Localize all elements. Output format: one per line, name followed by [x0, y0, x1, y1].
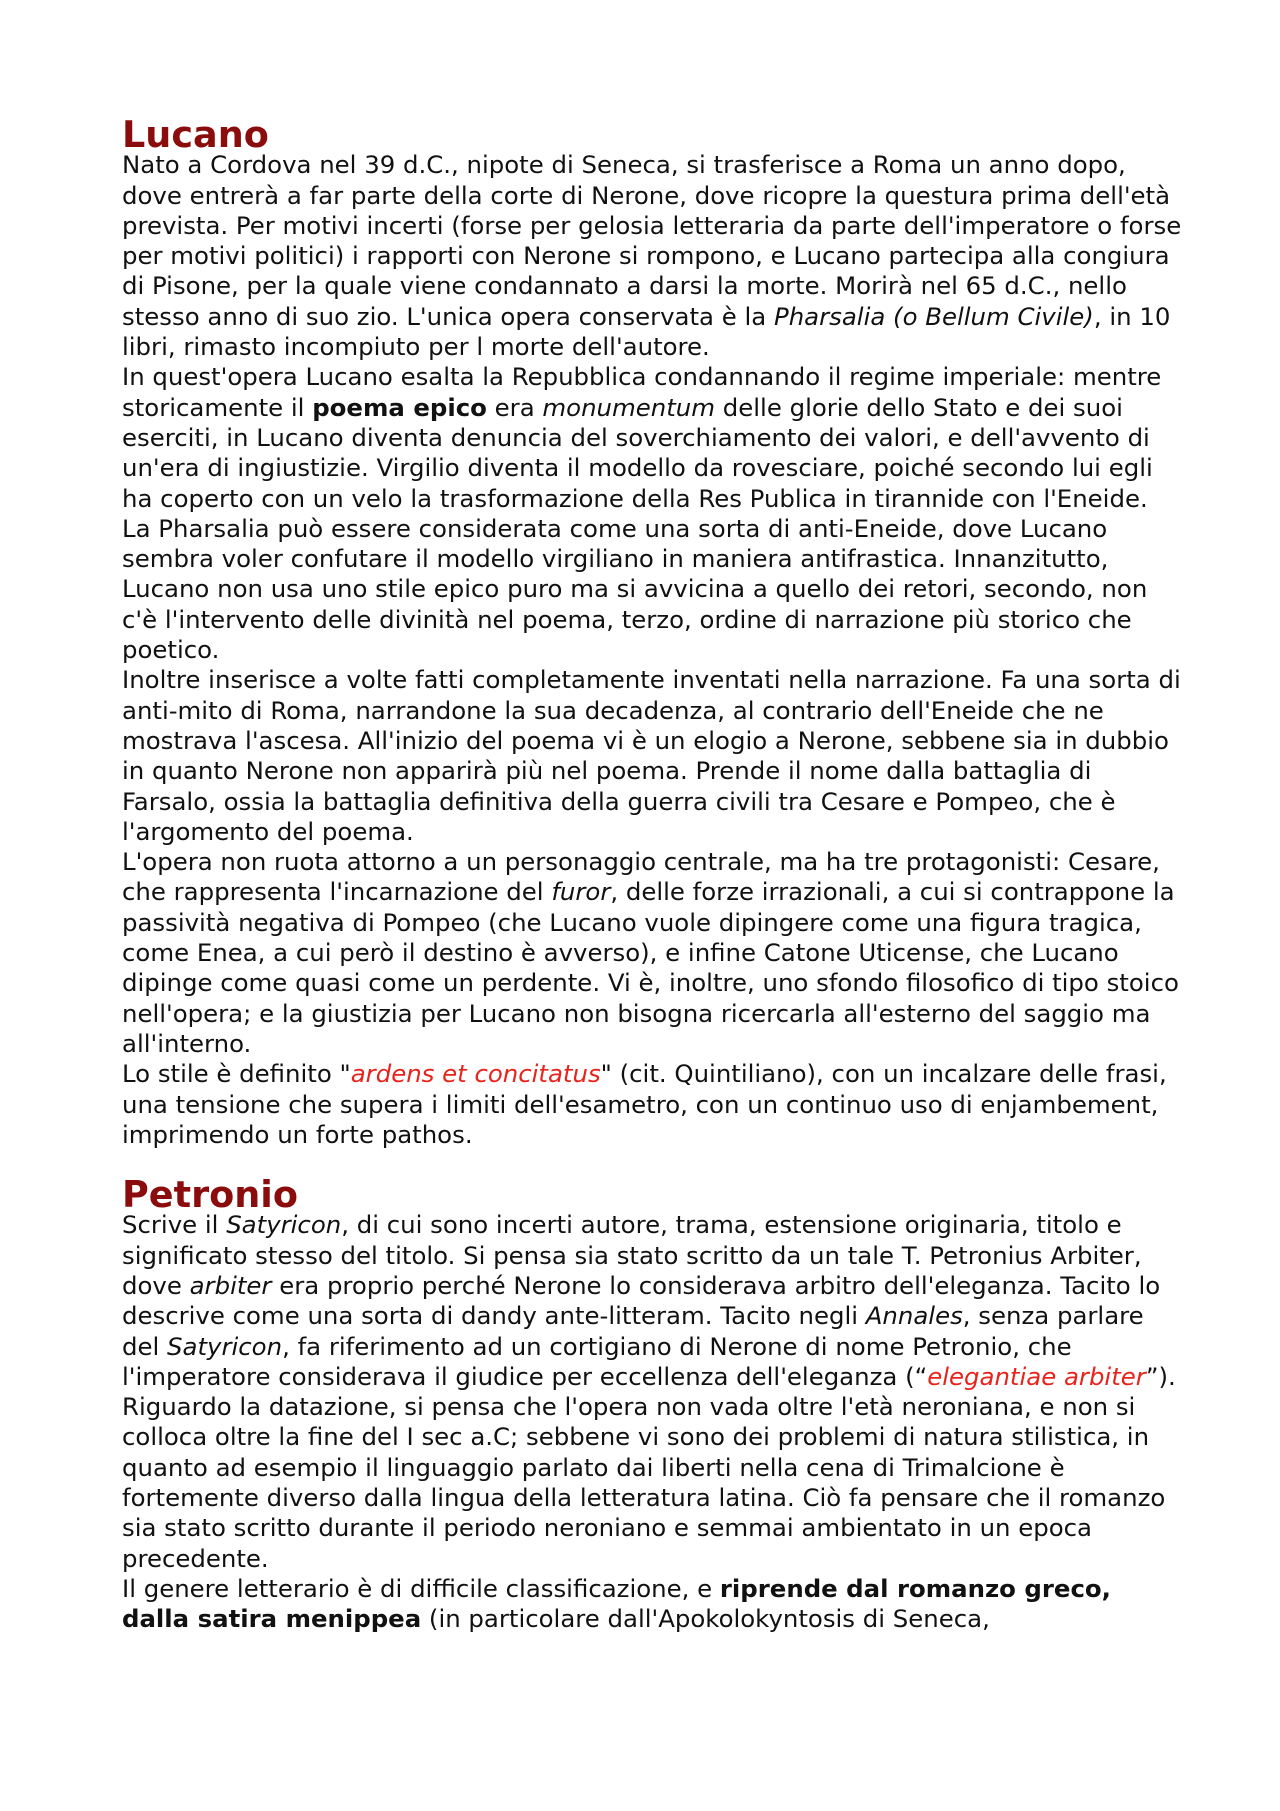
paragraph [122, 1210, 1182, 1574]
text-run: era proprio perché Nerone lo considerava arbitro dell'eleganza. Tacito lo descrive come una sorta di dandy ante-litteram. Tacito negli [122, 1270, 1161, 1331]
text-run: ”). Riguardo la datazione, si pensa che l'opera non vada oltre l'età neroniana, e non si colloca oltre la fine del I sec a.C; sebbene vi sono dei problemi di natura stilistica, in quanto ad esempio il linguaggio parlato dai liberti nella cena di Trimalcione è fortemente diverso dalla lingua della letteratura latina. Ciò fa pensare che il romanzo sia stato scritto durante il periodo neroniano e semmai ambientato in un epoca precedente. [122, 1361, 1176, 1573]
paragraph [122, 665, 1182, 847]
section-petronio [122, 1173, 1182, 1634]
paragraph [122, 1059, 1182, 1150]
italic-title: Annales [865, 1301, 963, 1331]
text-run: delle glorie dello Stato e dei suoi eserciti, in Lucano diventa denuncia del soverchiamento dei valori, e dell'avvento di un'era di ingiustizie. Virgilio diventa il modello da rovesciare, poiché secondo lui egli ha coperto con un velo la trasformazione della Res Publica in tirannide con l'Eneide. La Pharsalia può essere considerata come una sorta di anti-Eneide, dove Lucano sembra voler confutare il modello virgiliano in maniera antifrastica. Innanzitutto, Lucano non usa uno stile epico puro ma si avvicina a quello dei retori, secondo, non c'è l'intervento delle divinità nel poema, terzo, ordine di narrazione più storico che poetico. [122, 392, 1153, 665]
bold-term: riprende dal romanzo greco, dalla satira menippea [122, 1573, 1111, 1634]
text-run: , in 10 libri, rimasto incompiuto per l morte dell'autore. [122, 301, 1171, 362]
section-title-petronio: Petronio [122, 1173, 298, 1217]
text-run: Lo stile è definito " [122, 1059, 351, 1089]
paragraph [122, 1574, 1182, 1635]
text-run: , fa riferimento ad un cortigiano di Nerone di nome Petronio, che l'imperatore considerava il giudice per eccellenza dell'eleganza (“ [122, 1331, 1072, 1391]
text-run: Nato a Cordova nel 39 d.C., nipote di Seneca, si trasferisce a Roma un anno dopo, dove entrerà a far parte della corte di Nerone, dove ricopre la questura prima dell'età prevista. Per motivi incerti (forse per gelosia letteraria da parte dell'imperatore o forse per motivi politici) i rapporti con Nerone si rompono, e Lucano partecipa alla congiura di Pisone, per la quale viene condannato a darsi la morte. Morirà nel 65 d.C., nello stesso anno di suo zio. L'unica opera conservata è la [122, 150, 1182, 331]
section-lucano [122, 113, 1182, 1150]
section-title-lucano: Lucano [122, 113, 269, 156]
paragraph [122, 362, 1182, 665]
italic-term: arbiter [189, 1270, 272, 1300]
bold-term: poema epico [312, 392, 487, 422]
highlighted-quote: elegantiae arbiter [927, 1361, 1146, 1391]
text-run: L'opera non ruota attorno a un personaggio centrale, ma ha tre protagonisti: Cesare, che rappresenta l'incarnazione del [122, 847, 1160, 907]
italic-title: Satyricon [226, 1210, 342, 1240]
paragraph [122, 847, 1182, 1059]
text-run: , senza parlare del [122, 1301, 1144, 1361]
italic-title: Satyricon [167, 1331, 283, 1361]
text-run: In quest'opera Lucano esalta la Repubblica condannando il regime imperiale: mentre storicamente il [122, 362, 1162, 422]
paragraph [122, 150, 1182, 362]
text-run: , di cui sono incerti autore, trama, estensione originaria, titolo e significato stesso del titolo. Si pensa sia stato scritto da un tale T. Petronius Arbiter, dove [122, 1210, 1142, 1300]
italic-term: furor [551, 877, 611, 907]
text-run: " (cit. Quintiliano), con un incalzare delle frasi, una tensione che supera i limiti dell'esametro, con un continuo uso di enjambement, imprimendo un forte pathos. [122, 1059, 1167, 1149]
italic-term: monumentum [542, 392, 716, 422]
text-run: Inoltre inserisce a volte fatti completamente inventati nella narrazione. Fa una sorta di anti-mito di Roma, narrandone la sua decadenza, al contrario dell'Eneide che ne mostrava l'ascesa. All'inizio del poema vi è un elogio a Nerone, sebbene sia in dubbio in quanto Nerone non apparirà più nel poema. Prende il nome dalla battaglia di Farsalo, ossia la battaglia definitiva della guerra civili tra Cesare e Pompeo, che è l'argomento del poema. [122, 665, 1181, 846]
text-run: Il genere letterario è di difficile classificazione, e [122, 1573, 720, 1603]
text-run: era [486, 392, 543, 422]
document-page [122, 113, 1182, 1635]
text-run: Scrive il [122, 1210, 227, 1240]
highlighted-quote: ardens et concitatus [350, 1059, 601, 1089]
text-run: (in particolare dall'Apokolokyntosis di Seneca, [421, 1604, 990, 1634]
italic-title: Pharsalia (o Bellum Civile) [774, 301, 1094, 331]
text-run: , delle forze irrazionali, a cui si contrappone la passività negativa di Pompeo (che Lucano vuole dipingere come una figura tragica, come Enea, a cui però il destino è avverso), e infine Catone Uticense, che Lucano dipinge come quasi come un perdente. Vi è, inoltre, uno sfondo filosofico di tipo stoico nell'opera; e la giustizia per Lucano non bisogna ricercarla all'esterno del saggio ma all'interno. [122, 877, 1179, 1058]
